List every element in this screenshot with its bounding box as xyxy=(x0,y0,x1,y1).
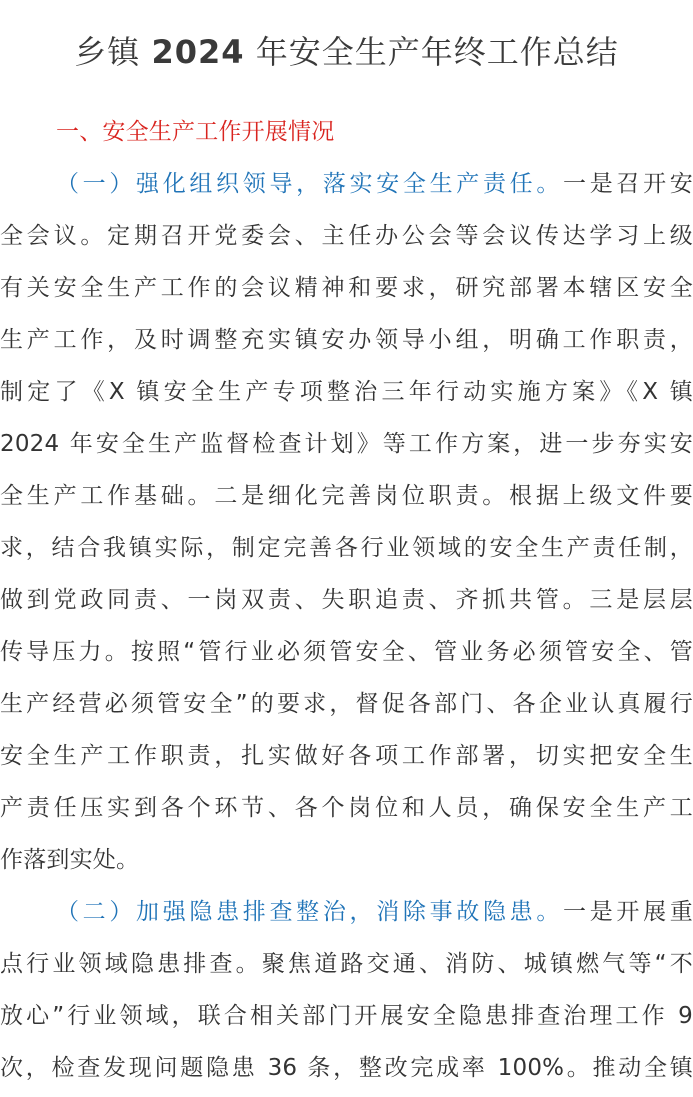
paragraph-1-line: 产责任压实到各个环节、各个岗位和人员，确保安全生产工 xyxy=(0,795,693,821)
section-heading-text: 一、安全生产工作开展情况 xyxy=(56,119,335,145)
document-body xyxy=(0,106,693,1094)
paragraph-2-line: 次，检查发现问题隐患 36 条，整改完成率 100%。推动全镇 xyxy=(0,1055,693,1081)
paragraph-1-line: 全生产工作基础。二是细化完善岗位职责。根据上级文件要 xyxy=(0,483,693,509)
paragraph-1-line: 生产经营必须管安全”的要求，督促各部门、各企业认真履行 xyxy=(0,691,693,717)
paragraph-1-line: 求，结合我镇实际，制定完善各行业领域的安全生产责任制， xyxy=(0,535,693,561)
paragraph-2-line: 放心”行业领域，联合相关部门开展安全隐患排查治理工作 9 xyxy=(0,1003,693,1029)
title-prefix: 乡镇 xyxy=(74,33,141,71)
paragraph-1-line: 安全生产工作职责，扎实做好各项工作部署，切实把安全生 xyxy=(0,743,693,769)
section-heading xyxy=(0,106,693,158)
paragraph-2-heading: （二）加强隐患排查整治，消除事故隐患。 xyxy=(56,899,564,925)
document-title xyxy=(0,28,693,76)
paragraph-1-line: 制定了《X 镇安全生产专项整治三年行动实施方案》《X 镇 xyxy=(0,379,693,405)
paragraph-1-text: 一是召开安 xyxy=(563,171,693,197)
paragraph-1-line: 全会议。定期召开党委会、主任办公会等会议传达学习上级 xyxy=(0,223,693,249)
paragraph-1-heading: （一）强化组织领导，落实安全生产责任。 xyxy=(56,171,564,197)
paragraph-1-line: 作落到实处。 xyxy=(0,847,140,873)
paragraph-1-line: 2024 年安全生产监督检查计划》等工作方案，进一步夯实安 xyxy=(0,431,693,457)
paragraph-2-text: 一是开展重 xyxy=(563,899,693,925)
paragraph-1-line: 做到党政同责、一岗双责、失职追责、齐抓共管。三是层层 xyxy=(0,587,693,613)
paragraph-1-line-1 xyxy=(0,158,693,210)
title-suffix: 年安全生产年终工作总结 xyxy=(255,33,619,71)
paragraph-2-line: 点行业领域隐患排查。聚焦道路交通、消防、城镇燃气等“不 xyxy=(0,951,693,977)
paragraph-1-line: 传导压力。按照“管行业必须管安全、管业务必须管安全、管 xyxy=(0,639,693,665)
paragraph-1-line: 生产工作，及时调整充实镇安办领导小组，明确工作职责， xyxy=(0,327,693,353)
title-year: 2024 xyxy=(151,33,245,71)
paragraph-1-line: 有关安全生产工作的会议精神和要求，研究部署本辖区安全 xyxy=(0,275,693,301)
paragraph-2-line-1 xyxy=(0,886,693,938)
